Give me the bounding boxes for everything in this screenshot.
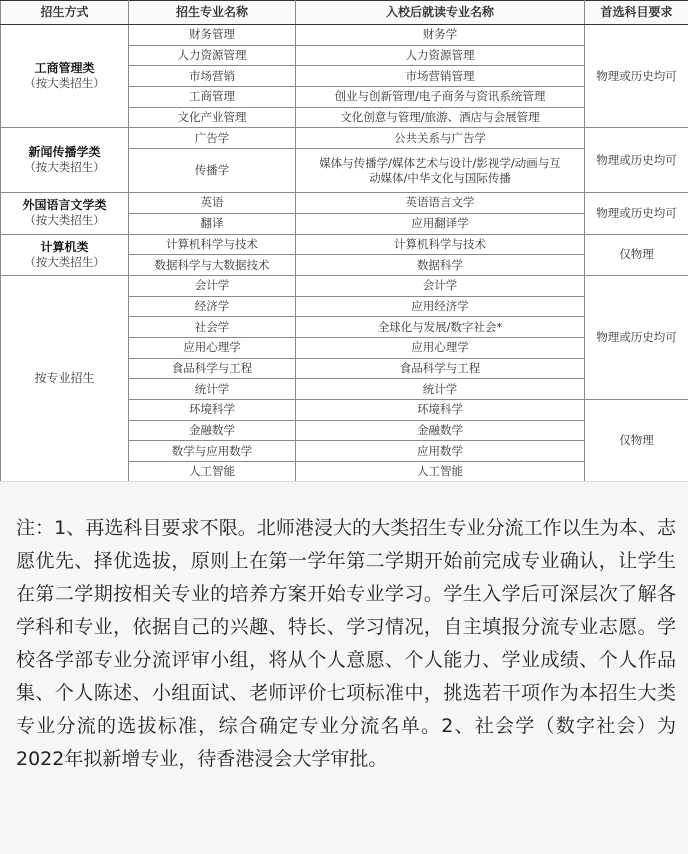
study-major: 应用经济学 xyxy=(296,296,585,317)
enrollment-major: 社会学 xyxy=(129,317,296,338)
study-major: 市场营销管理 xyxy=(296,66,585,87)
enrollment-major: 数据科学与大数据技术 xyxy=(129,255,296,276)
header-subject-requirement: 首选科目要求 xyxy=(585,1,688,25)
study-major: 环境科学 xyxy=(296,400,585,421)
header-admission-method: 招生方式 xyxy=(1,1,129,25)
enrollment-major: 计算机科学与技术 xyxy=(129,234,296,255)
enrollment-major: 英语 xyxy=(129,193,296,214)
subject-requirement: 仅物理 xyxy=(585,400,688,483)
study-major: 创业与创新管理/电子商务与资讯系统管理 xyxy=(296,87,585,108)
subject-requirement: 物理或历史均可 xyxy=(585,25,688,128)
enrollment-major: 数学与应用数学 xyxy=(129,441,296,462)
enrollment-major: 会计学 xyxy=(129,275,296,296)
enrollment-major: 文化产业管理 xyxy=(129,107,296,128)
category-name: 按专业招生 xyxy=(34,371,95,386)
study-major: 英语语言文学 xyxy=(296,193,585,214)
study-major: 食品科学与工程 xyxy=(296,358,585,379)
enrollment-major: 统计学 xyxy=(129,379,296,400)
study-major: 文化创意与管理/旅游、酒店与会展管理 xyxy=(296,107,585,128)
category-note: （按大类招生） xyxy=(24,254,105,269)
study-major: 计算机科学与技术 xyxy=(296,234,585,255)
table-header-row xyxy=(1,1,688,25)
category-name: 新闻传播学类 xyxy=(28,145,101,160)
study-major: 应用翻译学 xyxy=(296,213,585,234)
category-cell xyxy=(1,234,129,275)
enrollment-major: 翻译 xyxy=(129,213,296,234)
note-panel xyxy=(0,481,688,854)
subject-requirement: 物理或历史均可 xyxy=(585,275,688,399)
enrollment-major: 食品科学与工程 xyxy=(129,358,296,379)
category-note: （按大类招生） xyxy=(24,213,105,228)
category-note: （按大类招生） xyxy=(24,76,105,91)
study-major: 全球化与发展/数字社会* xyxy=(296,317,585,338)
study-major: 人工智能 xyxy=(296,462,585,483)
category-cell xyxy=(1,193,129,234)
category-note: （按大类招生） xyxy=(24,160,105,175)
study-major: 数据科学 xyxy=(296,255,585,276)
enrollment-major: 财务管理 xyxy=(129,25,296,46)
enrollment-major: 市场营销 xyxy=(129,66,296,87)
category-name: 计算机类 xyxy=(40,239,89,254)
subject-requirement: 物理或历史均可 xyxy=(585,128,688,193)
study-major: 人力资源管理 xyxy=(296,45,585,66)
enrollment-major: 人工智能 xyxy=(129,462,296,483)
enrollment-major: 环境科学 xyxy=(129,400,296,421)
study-major: 媒体与传播学/媒体艺术与设计/影视学/动画与互动媒体/中华文化与国际传播 xyxy=(296,149,585,193)
table-row xyxy=(1,128,688,149)
table-row xyxy=(1,25,688,46)
enrollment-major: 传播学 xyxy=(129,149,296,193)
category-cell xyxy=(1,275,129,482)
table-row xyxy=(1,193,688,214)
header-study-major: 入校后就读专业名称 xyxy=(296,1,585,25)
note-text: 注：1、再选科目要求不限。北师港浸大的大类招生专业分流工作以生为本、志愿优先、择优选拔，原则上在第一学年第二学期开始前完成专业确认，让学生在第二学期按相关专业的培养方案开始专业学习。学生入学后可深层次了解各学科和专业，依据自己的兴趣、特长、学习情况，自主填报分流专业志愿。学校各学部专业分流评审小组，将从个人意愿、个人能力、学业成绩、个人作品集、个人陈述、小组面试、老师评价七项标准中，挑选若干项作为本招生大类专业分流的选拔标准，综合确定专业分流名单。2、社会学（数字社会）为2022年拟新增专业，待香港浸会大学审批。 xyxy=(16,517,676,770)
enrollment-major: 广告学 xyxy=(129,128,296,149)
enrollment-major: 应用心理学 xyxy=(129,337,296,358)
category-name: 工商管理类 xyxy=(34,61,95,76)
study-major: 应用心理学 xyxy=(296,337,585,358)
category-cell xyxy=(1,25,129,128)
study-major: 公共关系与广告学 xyxy=(296,128,585,149)
enrollment-major: 人力资源管理 xyxy=(129,45,296,66)
table-row xyxy=(1,275,688,296)
study-major: 会计学 xyxy=(296,275,585,296)
table-row xyxy=(1,234,688,255)
enrollment-major: 经济学 xyxy=(129,296,296,317)
study-major: 统计学 xyxy=(296,379,585,400)
subject-requirement: 物理或历史均可 xyxy=(585,193,688,234)
enrollment-major: 金融数学 xyxy=(129,420,296,441)
study-major: 金融数学 xyxy=(296,420,585,441)
study-major: 应用数学 xyxy=(296,441,585,462)
header-enrollment-major: 招生专业名称 xyxy=(129,1,296,25)
study-major: 财务学 xyxy=(296,25,585,46)
subject-requirement: 仅物理 xyxy=(585,234,688,275)
category-name: 外国语言文学类 xyxy=(22,198,107,213)
category-cell xyxy=(1,128,129,193)
enrollment-major: 工商管理 xyxy=(129,87,296,108)
